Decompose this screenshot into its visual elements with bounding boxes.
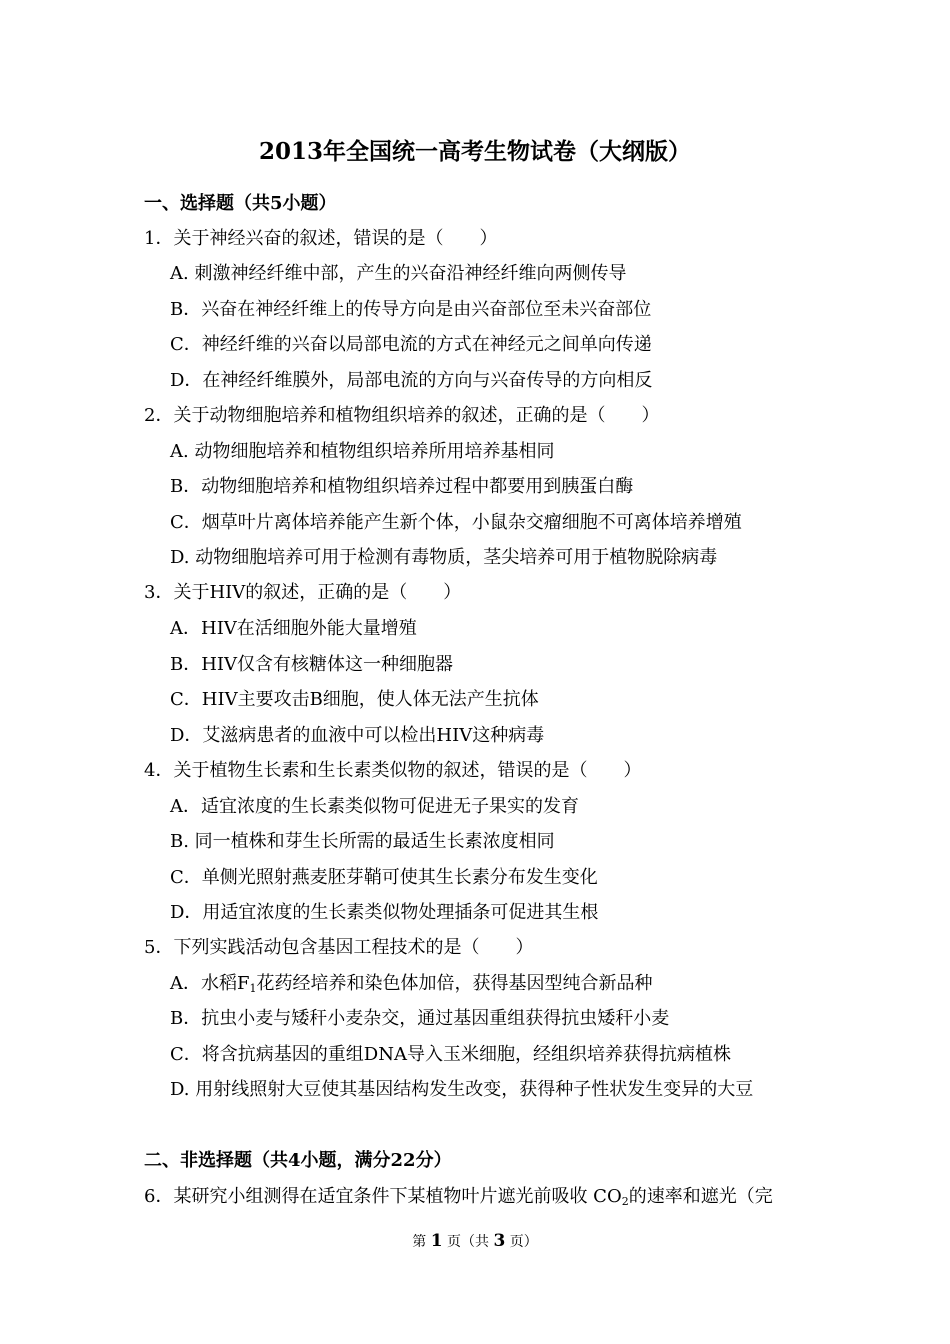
question-3-option-c: C．HIV主要攻击B细胞，使人体无法产生抗体 bbox=[170, 689, 539, 710]
question-3-option-b: B．HIV仅含有核糖体这一种细胞器 bbox=[170, 654, 454, 675]
question-1-option-d: D．在神经纤维膜外，局部电流的方向与兴奋传导的方向相反 bbox=[170, 370, 653, 391]
question-2-option-b: B．动物细胞培养和植物组织培养过程中都要用到胰蛋白酶 bbox=[170, 476, 634, 497]
question-3-option-a: A．HIV在活细胞外能大量增殖 bbox=[170, 618, 417, 639]
section-heading-choice: 一、选择题（共5小题） bbox=[144, 193, 337, 214]
question-4-option-b: B. 同一植株和芽生长所需的最适生长素浓度相同 bbox=[170, 831, 555, 852]
question-1-stem: 1．关于神经兴奋的叙述，错误的是（ ） bbox=[144, 228, 498, 249]
question-2-option-a: A. 动物细胞培养和植物组织培养所用培养基相同 bbox=[170, 441, 555, 462]
question-5-stem: 5．下列实践活动包含基因工程技术的是（ ） bbox=[144, 937, 534, 958]
question-2-option-c: C．烟草叶片离体培养能产生新个体，小鼠杂交瘤细胞不可离体培养增殖 bbox=[170, 512, 742, 533]
question-5-option-d: D. 用射线照射大豆使其基因结构发生改变，获得种子性状发生变异的大豆 bbox=[170, 1079, 754, 1100]
subscript-2: 2 bbox=[621, 1195, 629, 1208]
page-footer: 第 1 页（共 3 页） bbox=[412, 1231, 538, 1251]
question-2-option-d: D. 动物细胞培养可用于检测有毒物质，茎尖培养可用于植物脱除病毒 bbox=[170, 547, 718, 568]
question-4-option-c: C．单侧光照射燕麦胚芽鞘可使其生长素分布发生变化 bbox=[170, 867, 598, 888]
question-1-option-b: B．兴奋在神经纤维上的传导方向是由兴奋部位至未兴奋部位 bbox=[170, 299, 652, 320]
subscript-1: 1 bbox=[249, 982, 257, 995]
page-title: 2013年全国统一高考生物试卷（大纲版） bbox=[258, 138, 691, 165]
question-4-option-d: D．用适宜浓度的生长素类似物处理插条可促进其生根 bbox=[170, 902, 599, 923]
question-4-option-a: A．适宜浓度的生长素类似物可促进无子果实的发育 bbox=[170, 796, 579, 817]
section-heading-nonchoice: 二、非选择题（共4小题，满分22分） bbox=[144, 1150, 452, 1171]
question-5-option-a: A．水稻$F_1$花药经培养和染色体加倍，获得基因型纯合新品种 bbox=[170, 973, 653, 995]
page-number: 1 bbox=[430, 1231, 443, 1251]
question-3-option-d: D．艾滋病患者的血液中可以检出HIV这种病毒 bbox=[170, 725, 545, 746]
question-5-option-b: B．抗虫小麦与矮秆小麦杂交，通过基因重组获得抗虫矮秆小麦 bbox=[170, 1008, 670, 1029]
question-2-stem: 2．关于动物细胞培养和植物组织培养的叙述，正确的是（ ） bbox=[144, 405, 660, 426]
question-1-option-a: A. 刺激神经纤维中部，产生的兴奋沿神经纤维向两侧传导 bbox=[170, 263, 627, 284]
question-5-option-c: C．将含抗病基因的重组DNA导入玉米细胞，经组织培养获得抗病植株 bbox=[170, 1044, 731, 1065]
question-1-option-c: C．神经纤维的兴奋以局部电流的方式在神经元之间单向传递 bbox=[170, 334, 652, 355]
page-total: 3 bbox=[493, 1231, 506, 1251]
question-4-stem: 4．关于植物生长素和生长素类似物的叙述，错误的是（ ） bbox=[144, 760, 642, 781]
question-3-stem: 3．关于HIV的叙述，正确的是（ ） bbox=[144, 582, 462, 603]
question-6-stem: 6．某研究小组测得在适宜条件下某植物叶片遮光前吸收 $CO_2$的速率和遮光（完 bbox=[144, 1186, 773, 1208]
